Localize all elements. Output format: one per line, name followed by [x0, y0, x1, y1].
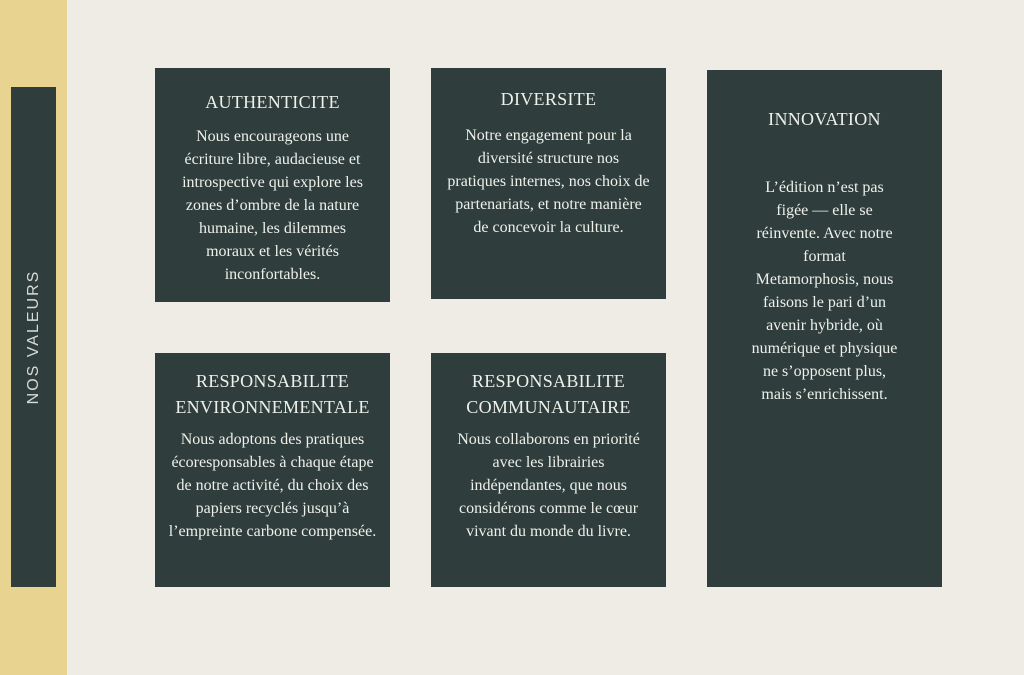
- value-card-authenticite: [155, 68, 390, 302]
- card-text: Nous collaborons en priorité avec les librairies indépendantes, que nous considérons comme le cœur vivant du monde du livre.: [457, 431, 640, 540]
- value-card-diversite: [431, 68, 666, 299]
- section-label: NOS VALEURS: [24, 269, 42, 405]
- value-card-responsabilite-communautaire: [431, 353, 666, 587]
- card-title: DIVERSITE: [500, 89, 597, 109]
- card-text: Nous adoptons des pratiques écoresponsables à chaque étape de notre activité, du choix des papiers recyclés jusqu’à l’empreinte carbone compensée.: [168, 431, 377, 540]
- card-title: RESPONSABILITE COMMUNAUTAIRE: [466, 371, 631, 417]
- card-text: Nous encourageons une écriture libre, audacieuse et introspective qui explore les zones d’ombre de la nature humaine, les dilemmes moraux et les vérités inconfortables.: [182, 128, 363, 283]
- card-text: L’édition n’est pas figée — elle se réinvente. Avec notre format Metamorphosis, nous faisons le pari d’un avenir hybride, où numérique et physique ne s’opposent plus, mais s’enrichissent.: [751, 179, 898, 403]
- card-title: INNOVATION: [768, 109, 881, 129]
- value-card-innovation: [707, 70, 942, 587]
- value-card-responsabilite-environnementale: [155, 353, 390, 587]
- card-title: RESPONSABILITE ENVIRONNEMENTALE: [175, 371, 370, 417]
- card-title: AUTHENTICITE: [205, 92, 340, 112]
- card-text: Notre engagement pour la diversité structure nos pratiques internes, nos choix de partenariats, et notre manière de concevoir la culture.: [447, 127, 650, 236]
- section-label-box: [11, 87, 56, 587]
